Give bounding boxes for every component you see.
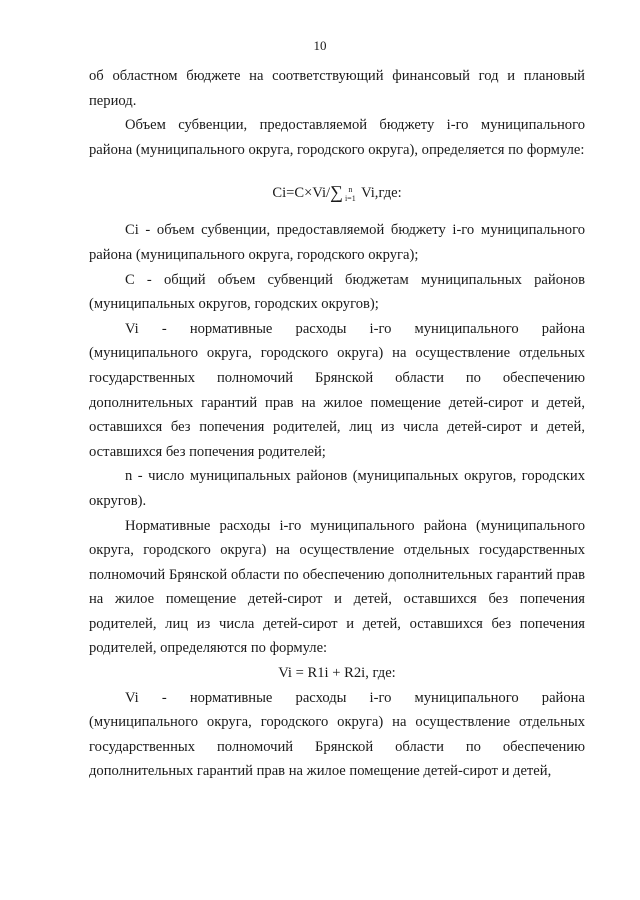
paragraph-subvention-intro: Объем субвенции, предоставляемой бюджету i-го муниципального района (муниципального округа, городского округа), определяется по формуле: (89, 117, 585, 158)
formula-ci-left: Ci=C×Vi/ (272, 185, 331, 202)
word: i-го (369, 689, 392, 706)
word: нормативные (189, 689, 273, 706)
sum-symbol: ∑ (330, 182, 343, 203)
word: Vi (125, 689, 139, 706)
paragraph-vi-definition-first-line (89, 317, 585, 342)
paragraph-normative-expenses: Нормативные расходы i-го муниципального района (муниципального округа, городского округа) на осуществление отдельных государственных полномочий Брянской области по обеспечению дополнительных гарантий прав на жилое помещение детей-сирот и детей, оставшихся без попечения родителей, лиц из числа детей-сирот и детей, оставшихся без попечения родителей, определяются по формуле: (89, 517, 585, 657)
word: расходы (295, 689, 347, 706)
paragraph-vi-definition-2: (муниципального округа, городского округа) на осуществление отдельных государственных полномочий Брянской области по обеспечению дополнительных гарантий прав на жилое помещение детей-сирот и детей, (89, 714, 585, 780)
paragraph-vi-definition: (муниципального округа, городского округа) на осуществление отдельных государственных полномочий Брянской области по обеспечению дополнительных гарантий прав на жилое помещение детей-сирот и детей, оставшихся без попечения родителей, лиц из числа детей-сирот и детей, оставшихся без попечения родителей; (89, 345, 585, 460)
word: муниципального (414, 320, 519, 337)
word: района (541, 689, 585, 706)
sum-limits (345, 185, 356, 203)
sum-lower-limit: i=1 (344, 194, 356, 204)
paragraph-budget-period: об областном бюджете на соответствующий финансовый год и плановый период. (89, 68, 585, 109)
page-number: 10 (313, 38, 327, 53)
word: расходы (295, 320, 347, 337)
formula-ci (89, 164, 585, 218)
word: - (161, 689, 167, 706)
formula-vi: Vi = R1i + R2i, где: (278, 665, 396, 682)
word: нормативные (189, 320, 273, 337)
paragraph-vi-definition-2-first-line (89, 686, 585, 711)
paragraph-n-definition: n - число муниципальных районов (муниципальных округов, городских округов). (89, 468, 585, 509)
word: - (161, 320, 167, 337)
paragraph-c-definition: С - общий объем субвенций бюджетам муниципальных районов (муниципальных округов, городских округов); (89, 271, 585, 313)
word: i-го (369, 320, 392, 337)
sum-upper-limit: n (348, 185, 353, 195)
word: района (541, 320, 585, 337)
formula-ci-right: Vi,где: (357, 185, 402, 202)
word: Vi (125, 320, 139, 337)
paragraph-ci-definition: Ci - объем субвенции, предоставляемой бюджету i-го муниципального района (муниципального округа, городского округа); (89, 222, 585, 263)
word: муниципального (414, 689, 519, 706)
document-body (89, 64, 585, 784)
